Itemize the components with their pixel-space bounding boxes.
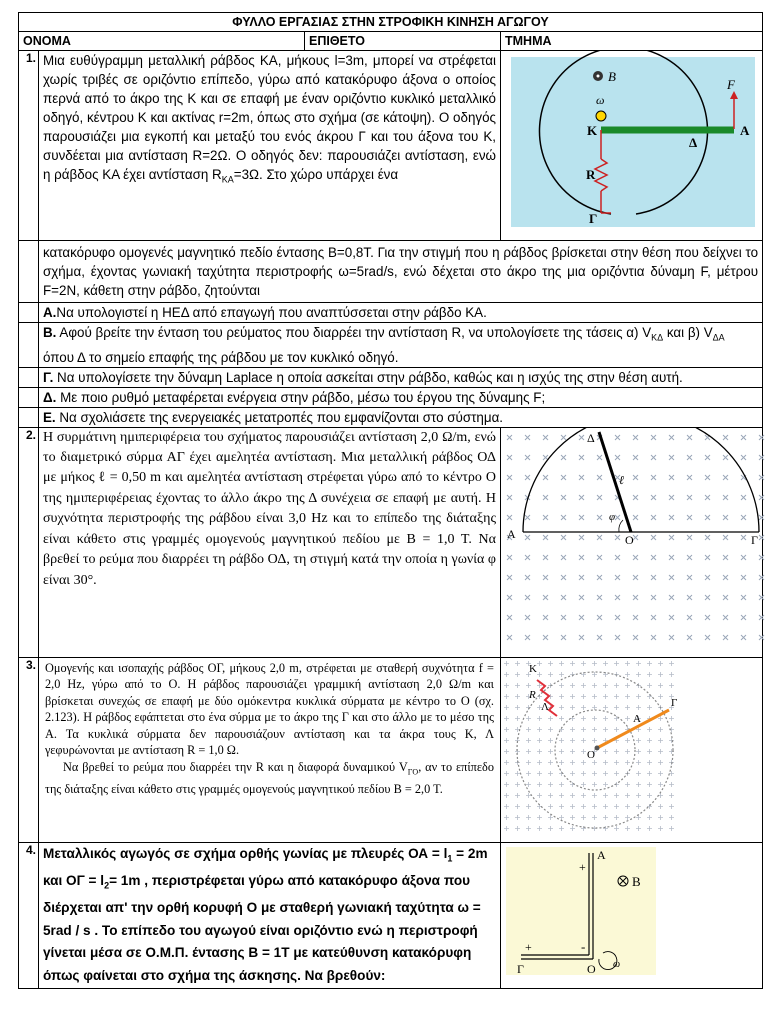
label-A: A: [740, 123, 750, 138]
q4-diagram: [501, 843, 679, 983]
label-F: F: [727, 77, 735, 92]
worksheet-title: ΦΥΛΛΟ ΕΡΓΑΣΙΑΣ ΣΤΗΝ ΣΤΡΟΦΙΚΗ ΚΙΝΗΣΗ ΑΓΩΓΟΥ: [19, 13, 763, 32]
part-e-text: Να σχολιάσετε της ενεργειακές μετατροπές που εμφανίζονται στο σύστημα.: [59, 409, 504, 425]
q1-figure: [501, 51, 763, 241]
label-O: O: [587, 748, 595, 761]
label-l: ℓ: [619, 472, 624, 487]
q4-sub-1: 1: [447, 853, 453, 864]
part-d-label: Δ.: [43, 389, 57, 405]
q1-part-a: [39, 303, 763, 323]
b-field-dot: [597, 75, 600, 78]
label-R: R: [586, 167, 596, 182]
q1-diagram: [501, 51, 765, 235]
q4-text-2: = 2m και ΟΓ = l: [43, 845, 488, 888]
label-minus: -: [581, 938, 586, 954]
q4-text-1: Μεταλλικός αγωγός σε σχήμα ορθής γωνίας με πλευρές ΟΑ = l: [43, 845, 448, 861]
q3-field-dots: [501, 658, 679, 837]
label-phi: φ: [609, 510, 616, 523]
label-G: Γ: [517, 961, 524, 976]
q3-figure: [501, 657, 763, 842]
label-A: Α: [597, 847, 606, 862]
q3-paragraph-1: Ομογενής και ισοπαχής ράβδος ΟΓ, μήκους 2,0 m, στρέφεται με σταθερή συχνότητα f = 2,0 Hz, γύρω από το Ο. Η ράβδος παρουσιάζει γραμμική αντίσταση 2,0 Ω/m και βρίσκεται συνεχώς σε επαφή με δύο ομόκεντρα κυκλικά σύρματα με κέντρο το Ο (σχ. 2.123). Η ράβδος εφάπτεται στο ένα σύρμα με το άκρο της Γ και στο άλλο με το μέσο της Α. Τα κυκλικά σύρματα δεν παρουσιάζουν αντίσταση και τα άκρα τους Κ, Λ γεφυρώνονται με αντίσταση R = 1,0 Ω.: [45, 660, 494, 758]
center-O: [595, 745, 600, 750]
q2-diagram: [501, 428, 765, 652]
q3-paragraph-2: [45, 759, 494, 797]
part-e-label: Ε.: [43, 409, 56, 425]
q1-part-e: [39, 407, 763, 427]
label-B: B: [632, 873, 641, 889]
q1-part-c: [39, 367, 763, 387]
class-field[interactable]: ΤΜΗΜΑ: [501, 32, 763, 51]
question-number-1: 1.: [19, 51, 39, 241]
part-c-text: Να υπολογίσετε την δύναμη Laplace η οποία ασκείται στην ράβδο, καθώς και η ισχύς της στην θέση αυτή.: [57, 369, 683, 385]
label-B: B: [608, 69, 616, 84]
q2-figure: [501, 427, 763, 657]
part-b-text-2: και β) V: [663, 325, 713, 340]
q1-figure-background: [511, 57, 755, 227]
surname-field[interactable]: ΕΠΙΘΕΤΟ: [305, 32, 501, 51]
q4-text-3: = 1m , περιστρέφεται γύρω από κατακόρυφο άξονα που διέρχεται απ' την ορθή κορυφή Ο με σταθερή γωνιακή ταχύτητα ω = 5rad / s . Το επίπεδο του αγωγού είναι οριζόντιο ενώ η περιστροφή γίνεται μέσα σε Ο.Μ.Π. έντασης Β = 1Τ με κατεύθυνση κατακόρυφη όπως φαίνεται στο σχήμα της άσκησης. Να βρεθούν:: [43, 872, 481, 983]
label-A: Α: [507, 526, 516, 541]
q1-text-sub: ΚΑ: [221, 174, 234, 185]
label-G: Γ: [589, 211, 598, 226]
q2-text: Η συρμάτινη ημιπεριφέρεια του σχήματος παρουσιάζει αντίσταση 2,0 Ω/m, ενώ το διαμετρικό σύρμα ΑΓ έχει αμελητέα αντίσταση. Μια μεταλλική ράβδος ΟΔ με μήκος ℓ = 0,50 m και αμελητέα αντίσταση στρέφεται γύρω από το κέντρο Ο της ημιπεριφέρειας έχοντας το άλλο άκρο της Δ συνέχεια σε επαφή με αυτή. Η συχνότητα περιστροφής της ράβδου είναι 3,0 Hz και το επίπεδο της διάταξης είναι κάθετο στις γραμμές ομογενούς μαγνητικού πεδίου με B = 1,0 T. Να βρεθεί το ρεύμα που διαρρέει τη ράβδο ΟΔ, τη στιγμή κατά την οποία η γωνία φ είναι 30°.: [39, 427, 501, 657]
part-b-label: Β.: [43, 325, 57, 340]
label-omega: ω: [613, 958, 621, 970]
part-a-text: Να υπολογιστεί η ΗΕΔ από επαγωγή που αναπτύσσεται στην ράβδο ΚΑ.: [56, 305, 487, 320]
question-number-2: 2.: [19, 427, 39, 657]
label-plus-left: +: [525, 939, 532, 954]
q3-diagram: [501, 658, 679, 837]
q4-sub-2: 2: [104, 880, 110, 891]
omega-symbol: [596, 111, 606, 121]
q3-p2-end: , αν το επίπεδο της διάταξης είναι κάθετο στις γραμμές ομογενούς μαγνητικού πεδίου B = 2,0 T.: [45, 759, 494, 796]
q1-text: [39, 51, 501, 241]
part-b-sub-1: ΚΔ: [651, 332, 664, 343]
worksheet: [18, 12, 762, 989]
part-b-text-1: Αφού βρείτε την ένταση του ρεύματος που διαρρέει την αντίσταση R, να υπολογίσετε της τάσεις α) V: [59, 325, 652, 340]
q1-text-end: =3Ω. Στο χώρο υπάρχει ένα: [233, 167, 399, 182]
worksheet-table: [18, 12, 763, 989]
question-number-3: 3.: [19, 657, 39, 842]
part-b-text-3: όπου Δ το σημείο επαφής της ράβδου με τον κυκλικό οδηγό.: [43, 349, 399, 365]
q4-text: [39, 842, 501, 988]
label-K: K: [587, 123, 598, 138]
label-omega: ω: [596, 93, 605, 107]
part-c-label: Γ.: [43, 369, 54, 385]
label-L: Λ: [541, 700, 549, 713]
part-d-text: Με ποιο ρυθμό μεταφέρεται ενέργεια στην ράβδο, μέσω του έργου της δύναμης F;: [60, 389, 546, 405]
label-G: Γ: [751, 532, 758, 547]
q4-figure: [501, 842, 763, 988]
q3-p2-sub: ΓΟ: [407, 767, 419, 777]
label-O: O: [625, 532, 634, 547]
q1-continuation: κατακόρυφο ομογενές μαγνητικό πεδίο έντασης Β=0,8Τ. Για την στιγμή που η ράβδος βρίσκεται στην θέση που δείχνει το σχήμα, έχοντας γωνιακή ταχύτητα περιστροφής ω=5rad/s, ενώ δέχεται στο άκρο της μια οριζόντια δύναμη F, μέτρου F=2N, κάθετη στην ράβδο, ζητούνται: [39, 241, 763, 303]
label-R: R: [529, 688, 536, 701]
label-D: Δ: [689, 135, 698, 150]
q1-part-d: [39, 387, 763, 407]
label-D: Δ: [587, 430, 595, 445]
label-O: O: [587, 961, 596, 976]
part-b-sub-2: ΔΑ: [712, 332, 725, 343]
q1-text-main: Μια ευθύγραμμη μεταλλική ράβδος ΚΑ, μήκους l=3m, μπορεί να στρέφεται χωρίς τριβές σε οριζόντιο επίπεδο, γύρω από κατακόρυφο άξονα ο οποίος περνά από το άκρο της Κ και σε επαφή με έναν οριζόντιο κυκλικό μεταλλικό οδηγό, κέντρου Κ και ακτίνας r=2m, όπως στο σχήμα (σε κάτοψη). Ο οδηγός παρουσιάζει μια εγκοπή και μεταξύ του ενός άκρου Γ και του άξονα του Κ, συνδέεται μια αντίσταση R=2Ω. Ο οδηγός δεν: παρουσιάζει αντίσταση, ενώ η ράβδος ΚΑ έχει αντίσταση R: [43, 53, 496, 182]
name-field[interactable]: ΟΝΟΜΑ: [19, 32, 305, 51]
question-number-4: 4.: [19, 842, 39, 988]
q1-part-b: [39, 323, 763, 368]
label-K: K: [529, 662, 537, 675]
q3-text: [39, 657, 501, 842]
q3-p2-text: Να βρεθεί το ρεύμα που διαρρέει την R και η διαφορά δυναμικού V: [63, 759, 408, 774]
label-G: Γ: [671, 696, 678, 709]
label-plus-top: +: [579, 859, 586, 874]
part-a-label: Α.: [43, 305, 57, 320]
label-A: A: [633, 712, 641, 725]
